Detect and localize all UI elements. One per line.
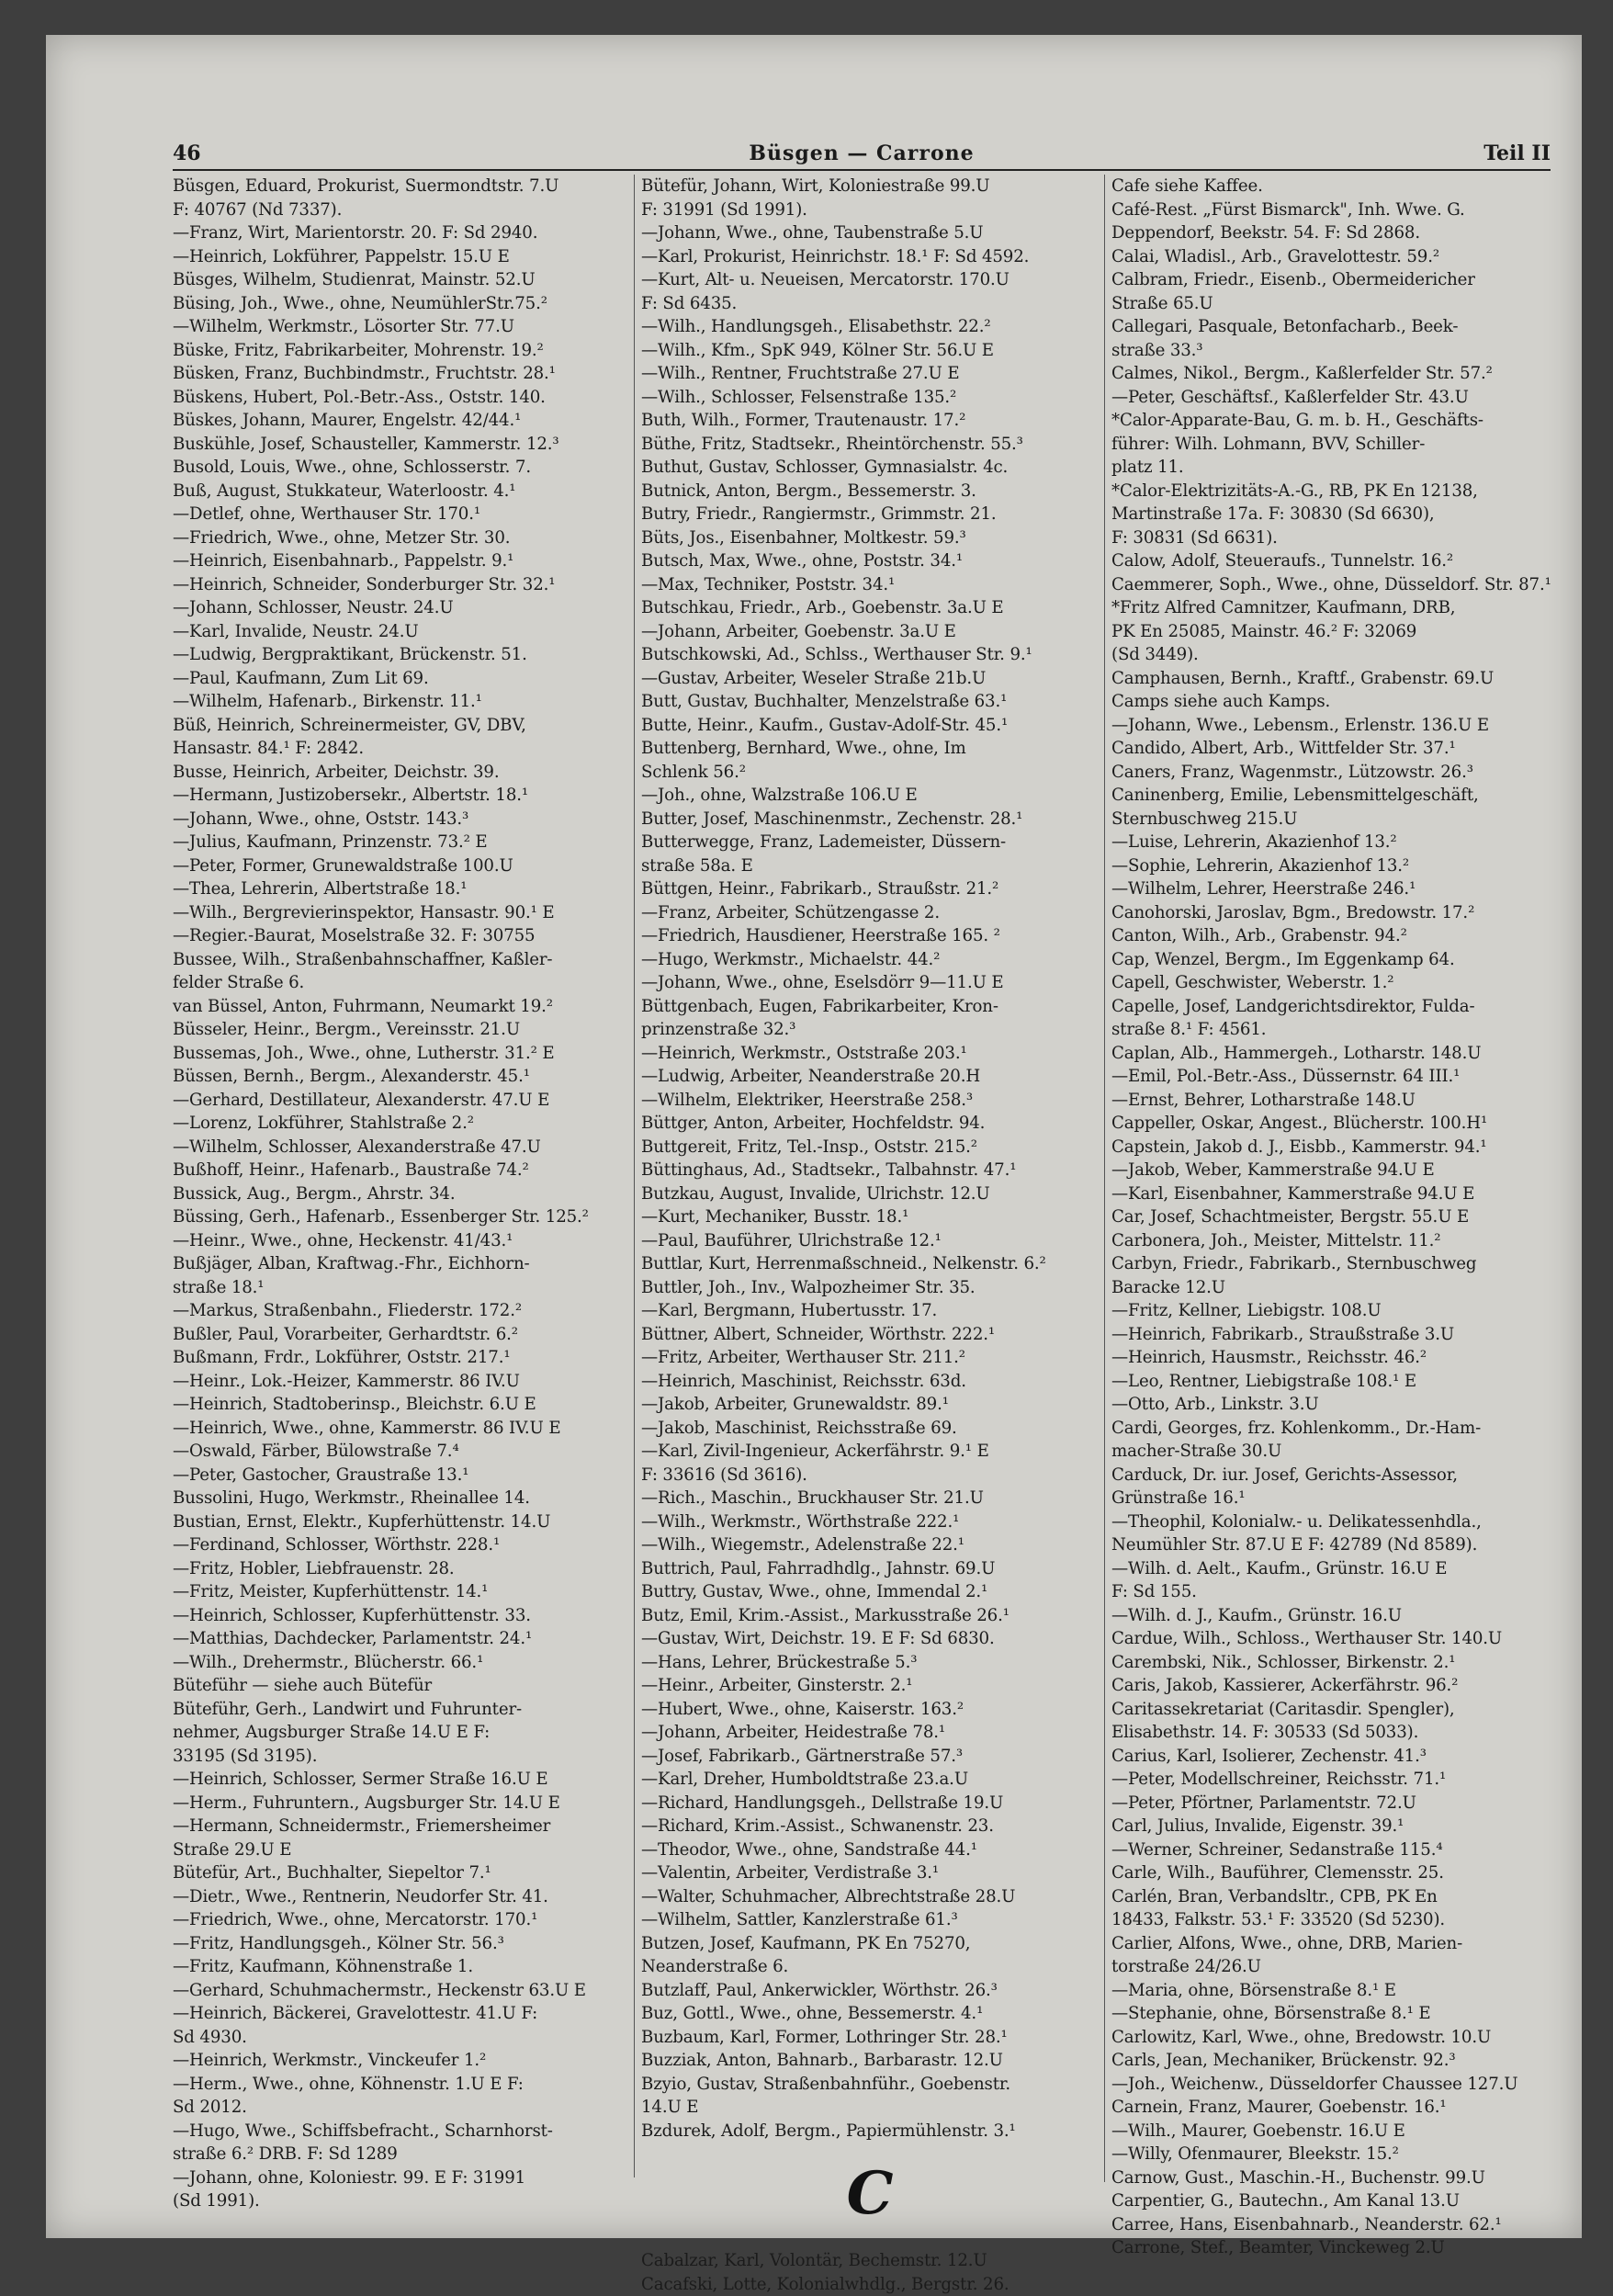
entry-line: —Gustav, Wirt, Deichstr. 19. E F: Sd 6830. [641,1627,1099,1651]
entry-line: *Calor-Elektrizitäts-A.-G., RB, PK En 12138, [1111,480,1562,503]
entry-line: —Hermann, Justizobersekr., Albertstr. 18.¹ [173,784,625,808]
entry-line: Sd 2012. [173,2096,625,2120]
entry-line: Bussemas, Joh., Wwe., ohne, Lutherstr. 31.² E [173,1042,625,1066]
entry-line: —Oswald, Färber, Bülowstraße 7.⁴ [173,1440,625,1464]
entry-line: —Heinrich, Bäckerei, Gravelottestr. 41.U F: [173,2002,625,2026]
entry-line: Cap, Wenzel, Bergm., Im Eggenkamp 64. [1111,948,1562,972]
entry-line: —Heinrich, Maschinist, Reichsstr. 63d. [641,1370,1099,1394]
entry-line: Buttgereit, Fritz, Tel.-Insp., Oststr. 215.² [641,1136,1099,1159]
entry-line: Buttry, Gustav, Wwe., ohne, Immendal 2.¹ [641,1580,1099,1604]
entry-line: —Wilh., Schlosser, Felsenstraße 135.² [641,386,1099,410]
entry-line: Cabalzar, Karl, Volontär, Bechemstr. 12.U [641,2249,1099,2273]
entry-line: —Julius, Kaufmann, Prinzenstr. 73.² E [173,831,625,854]
entry-line: Büsken, Franz, Buchbindmstr., Fruchtstr. 28.¹ [173,362,625,386]
entry-line: —Franz, Wirt, Marientorstr. 20. F: Sd 2940. [173,221,625,245]
entry-line: Bussee, Wilh., Straßenbahnschaffner, Kaßler- [173,948,625,972]
entry-line: —Johann, Wwe., ohne, Taubenstraße 5.U [641,221,1099,245]
entry-line: Calbram, Friedr., Eisenb., Obermeidericher [1111,268,1562,292]
entry-line: —Jakob, Arbeiter, Grunewaldstr. 89.¹ [641,1393,1099,1417]
part-label: Teil II [1483,141,1551,165]
entry-line: Caritassekretariat (Caritasdir. Spengler), [1111,1698,1562,1722]
entry-line: —Rich., Maschin., Bruckhauser Str. 21.U [641,1487,1099,1510]
column-divider-2 [1104,175,1105,2182]
entry-line: —Karl, Eisenbahner, Kammerstraße 94.U E [1111,1182,1562,1206]
entry-line: Carrone, Stef., Beamter, Vinckeweg 2.U [1111,2236,1562,2260]
entry-line: Carduck, Dr. iur. Josef, Gerichts-Assessor, [1111,1464,1562,1487]
entry-line: —Sophie, Lehrerin, Akazienhof 13.² [1111,854,1562,878]
entry-line: —Fritz, Kaufmann, Köhnenstraße 1. [173,1955,625,1979]
entry-line: Buth, Wilh., Former, Trautenaustr. 17.² [641,409,1099,433]
entry-line: Carnein, Franz, Maurer, Goebenstr. 16.¹ [1111,2096,1562,2120]
entry-line: Büsing, Joh., Wwe., ohne, NeumühlerStr.75.² [173,292,625,316]
entry-line: —Karl, Dreher, Humboldtstraße 23.a.U [641,1768,1099,1792]
entry-line: —Heinrich, Schlosser, Kupferhüttenstr. 33. [173,1604,625,1628]
entry-line: Calow, Adolf, Steueraufs., Tunnelstr. 16.² [1111,549,1562,573]
entry-line: Butterwegge, Franz, Lademeister, Düssern- [641,831,1099,854]
entry-line: Büssing, Gerh., Hafenarb., Essenberger Str. 125.² [173,1205,625,1229]
entry-line: —Stephanie, ohne, Börsenstraße 8.¹ E [1111,2002,1562,2026]
entry-line: —Regier.-Baurat, Moselstraße 32. F: 30755 [173,924,625,948]
entry-line: *Calor-Apparate-Bau, G. m. b. H., Geschäfts- [1111,409,1562,433]
entry-line: —Wilh., Maurer, Goebenstr. 16.U E [1111,2120,1562,2143]
entry-line: Elisabethstr. 14. F: 30533 (Sd 5033). [1111,1721,1562,1745]
entry-line: Buttrich, Paul, Fahrradhdlg., Jahnstr. 69.U [641,1557,1099,1581]
entry-line: Carree, Hans, Eisenbahnarb., Neanderstr. 62.¹ [1111,2213,1562,2237]
entry-line: —Wilhelm, Werkmstr., Lösorter Str. 77.U [173,315,625,339]
entry-line: Büttner, Albert, Schneider, Wörthstr. 222.¹ [641,1323,1099,1347]
entry-line: Büskens, Hubert, Pol.-Betr.-Ass., Oststr. 140. [173,386,625,410]
entry-line: Carnow, Gust., Maschin.-H., Buchenstr. 99.U [1111,2166,1562,2190]
entry-line: —Heinrich, Fabrikarb., Straußstraße 3.U [1111,1323,1562,1347]
entry-line: —Matthias, Dachdecker, Parlamentstr. 24.¹ [173,1627,625,1651]
entry-line: —Wilh. d. J., Kaufm., Grünstr. 16.U [1111,1604,1562,1628]
entry-line: —Johann, Arbeiter, Goebenstr. 3a.U E [641,620,1099,644]
entry-line: —Heinrich, Lokführer, Pappelstr. 15.U E [173,245,625,269]
entry-line: Carembski, Nik., Schlosser, Birkenstr. 2.¹ [1111,1651,1562,1675]
entry-line: —Hubert, Wwe., ohne, Kaiserstr. 163.² [641,1698,1099,1722]
entry-line: F: 31991 (Sd 1991). [641,198,1099,222]
entry-line: Caninenberg, Emilie, Lebensmittelgeschäft, [1111,784,1562,808]
entry-line: Caemmerer, Soph., Wwe., ohne, Düsseldorf. Str. 87.¹ [1111,573,1562,597]
entry-line: —Max, Techniker, Poststr. 34.¹ [641,573,1099,597]
entry-line: —Willy, Ofenmaurer, Bleekstr. 15.² [1111,2143,1562,2166]
entry-line: Bzyio, Gustav, Straßenbahnführ., Goebenstr. [641,2073,1099,2097]
entry-line: —Wilh., Wiegemstr., Adelenstraße 22.¹ [641,1533,1099,1557]
entry-line: —Friedrich, Wwe., ohne, Mercatorstr. 170.¹ [173,1908,625,1932]
entry-line: Carbonera, Joh., Meister, Mittelstr. 11.² [1111,1229,1562,1253]
entry-line: Büsgen, Eduard, Prokurist, Suermondtstr. 7.U [173,175,625,198]
entry-line: —Kurt, Mechaniker, Busstr. 18.¹ [641,1205,1099,1229]
entry-line: —Friedrich, Wwe., ohne, Metzer Str. 30. [173,526,625,550]
entry-line: —Ludwig, Arbeiter, Neanderstraße 20.H [641,1065,1099,1089]
entry-line: —Wilhelm, Schlosser, Alexanderstraße 47.U [173,1136,625,1159]
entry-line: —Johann, Wwe., ohne, Oststr. 143.³ [173,808,625,831]
entry-line: Butschkau, Friedr., Arb., Goebenstr. 3a.U E [641,596,1099,620]
entry-line: Büteführ, Gerh., Landwirt und Fuhrunter- [173,1698,625,1722]
entry-line: —Hugo, Wwe., Schiffsbefracht., Scharnhorst- [173,2120,625,2143]
entry-line: Neanderstraße 6. [641,1955,1099,1979]
entry-line: Cardue, Wilh., Schloss., Werthauser Str. 140.U [1111,1627,1562,1651]
entry-line: —Peter, Former, Grunewaldstraße 100.U [173,854,625,878]
entry-line: Buskühle, Josef, Schausteller, Kammerstr. 12.³ [173,433,625,457]
entry-line: Bustian, Ernst, Elektr., Kupferhüttenstr. 14.U [173,1510,625,1534]
entry-line: Bussolini, Hugo, Werkmstr., Rheinallee 14. [173,1487,625,1510]
entry-line: —Valentin, Arbeiter, Verdistraße 3.¹ [641,1861,1099,1885]
entry-line: —Wilh. d. Aelt., Kaufm., Grünstr. 16.U E [1111,1557,1562,1581]
entry-line: torstraße 24/26.U [1111,1955,1562,1979]
entry-line: —Fritz, Hobler, Liebfrauenstr. 28. [173,1557,625,1581]
entry-line: Carius, Karl, Isolierer, Zechenstr. 41.³ [1111,1745,1562,1769]
entry-line: —Hans, Lehrer, Brückestraße 5.³ [641,1651,1099,1675]
entry-line: —Herm., Wwe., ohne, Köhnenstr. 1.U E F: [173,2073,625,2097]
entry-line: —Wilh., Rentner, Fruchtstraße 27.U E [641,362,1099,386]
entry-line: —Karl, Bergmann, Hubertusstr. 17. [641,1299,1099,1323]
entry-line: Grünstraße 16.¹ [1111,1487,1562,1510]
entry-line: —Dietr., Wwe., Rentnerin, Neudorfer Str. 41. [173,1885,625,1909]
entry-line: Hansastr. 84.¹ F: 2842. [173,737,625,761]
entry-line: Butsch, Max, Wwe., ohne, Poststr. 34.¹ [641,549,1099,573]
entry-line: Büttger, Anton, Arbeiter, Hochfeldstr. 94. [641,1112,1099,1136]
entry-line: —Paul, Kaufmann, Zum Lit 69. [173,667,625,691]
entry-line: —Emil, Pol.-Betr.-Ass., Düssernstr. 64 III.¹ [1111,1065,1562,1089]
entry-line: —Jakob, Weber, Kammerstraße 94.U E [1111,1159,1562,1182]
entry-line: —Maria, ohne, Börsenstraße 8.¹ E [1111,1979,1562,2003]
entry-line: Büskes, Johann, Maurer, Engelstr. 42/44.¹ [173,409,625,433]
entry-line: Neumühler Str. 87.U E F: 42789 (Nd 8589). [1111,1533,1562,1557]
entry-line: —Hermann, Schneidermstr., Friemersheimer [173,1815,625,1838]
entry-line: —Kurt, Alt- u. Neueisen, Mercatorstr. 170.U [641,268,1099,292]
entry-line: platz 11. [1111,456,1562,480]
entry-line: —Heinrich, Eisenbahnarb., Pappelstr. 9.¹ [173,549,625,573]
entry-line: —Theophil, Kolonialw.- u. Delikatessenhdla., [1111,1510,1562,1534]
entry-line: Bußmann, Frdr., Lokführer, Oststr. 217.¹ [173,1346,625,1370]
entry-line: Butzen, Josef, Kaufmann, PK En 75270, [641,1932,1099,1956]
entry-line: Büske, Fritz, Fabrikarbeiter, Mohrenstr. 19.² [173,339,625,363]
directory-page [46,35,1582,2238]
entry-line: Buß, August, Stukkateur, Waterloostr. 4.¹ [173,480,625,503]
entry-line: Cappeller, Oskar, Angest., Blücherstr. 100.H¹ [1111,1112,1562,1136]
entry-line: Camps siehe auch Kamps. [1111,690,1562,714]
entry-line: —Peter, Gastocher, Graustraße 13.¹ [173,1464,625,1487]
entry-line: Martinstraße 17a. F: 30830 (Sd 6630), [1111,503,1562,526]
entry-line: —Heinrich, Werkmstr., Oststraße 203.¹ [641,1042,1099,1066]
entry-line: Butz, Emil, Krim.-Assist., Markusstraße 26.¹ [641,1604,1099,1628]
entry-line: Capell, Geschwister, Weberstr. 1.² [1111,971,1562,995]
entry-line: nehmer, Augsburger Straße 14.U E F: [173,1721,625,1745]
entry-line: Büsges, Wilhelm, Studienrat, Mainstr. 52.U [173,268,625,292]
entry-line: —Ernst, Behrer, Lotharstraße 148.U [1111,1089,1562,1113]
entry-line: Büttinghaus, Ad., Stadtsekr., Talbahnstr. 47.¹ [641,1159,1099,1182]
entry-line: —Wilhelm, Hafenarb., Birkenstr. 11.¹ [173,690,625,714]
entry-line: —Wilh., Bergrevierinspektor, Hansastr. 90.¹ E [173,901,625,925]
entry-line: Bußhoff, Heinr., Hafenarb., Baustraße 74.² [173,1159,625,1182]
entry-line: PK En 25085, Mainstr. 46.² F: 32069 [1111,620,1562,644]
entry-line: —Richard, Krim.-Assist., Schwanenstr. 23. [641,1815,1099,1838]
entry-line: führer: Wilh. Lohmann, BVV, Schiller- [1111,433,1562,457]
entry-line: —Johann, Arbeiter, Heidestraße 78.¹ [641,1721,1099,1745]
entry-line: Camphausen, Bernh., Kraftf., Grabenstr. 69.U [1111,667,1562,691]
header-rule [173,169,1551,171]
entry-line: Straße 29.U E [173,1838,625,1862]
entry-line: *Fritz Alfred Camnitzer, Kaufmann, DRB, [1111,596,1562,620]
entry-line: —Joh., ohne, Walzstraße 106.U E [641,784,1099,808]
entry-line: —Karl, Invalide, Neustr. 24.U [173,620,625,644]
entry-line: Caners, Franz, Wagenmstr., Lützowstr. 26.³ [1111,761,1562,785]
entry-line: van Büssel, Anton, Fuhrmann, Neumarkt 19.² [173,995,625,1019]
entry-line: —Lorenz, Lokführer, Stahlstraße 2.² [173,1112,625,1136]
entry-line: —Detlef, ohne, Werthauser Str. 170.¹ [173,503,625,526]
entry-line: Bussick, Aug., Bergm., Ahrstr. 34. [173,1182,625,1206]
entry-line: (Sd 1991). [173,2189,625,2213]
entry-line: —Wilhelm, Elektriker, Heerstraße 258.³ [641,1089,1099,1113]
column-divider-1 [634,175,635,2177]
entry-line: —Wilh., Werkmstr., Wörthstraße 222.¹ [641,1510,1099,1534]
entry-line: —Peter, Modellschreiner, Reichsstr. 71.¹ [1111,1768,1562,1792]
entry-line: —Heinrich, Schlosser, Sermer Straße 16.U E [173,1768,625,1792]
entry-line: straße 33.³ [1111,339,1562,363]
entry-line: Caplan, Alb., Hammergeh., Lotharstr. 148.U [1111,1042,1562,1066]
entry-line: F: 30831 (Sd 6631). [1111,526,1562,550]
entry-line: Candido, Albert, Arb., Wittfelder Str. 37.¹ [1111,737,1562,761]
entry-line: —Heinrich, Stadtoberinsp., Bleichstr. 6.U E [173,1393,625,1417]
entry-line: —Johann, Wwe., Lebensm., Erlenstr. 136.U E [1111,714,1562,738]
entry-line: Carlier, Alfons, Wwe., ohne, DRB, Marien- [1111,1932,1562,1956]
entry-line: —Walter, Schuhmacher, Albrechtstraße 28.U [641,1885,1099,1909]
entry-line: —Heinrich, Werkmstr., Vinckeufer 1.² [173,2049,625,2073]
entry-line: Cacafski, Lotte, Kolonialwhdlg., Bergstr. 26. [641,2273,1099,2296]
entry-line: Car, Josef, Schachtmeister, Bergstr. 55.U E [1111,1205,1562,1229]
entry-line: —Wilh., Handlungsgeh., Elisabethstr. 22.² [641,315,1099,339]
entry-line: —Karl, Prokurist, Heinrichstr. 18.¹ F: Sd 4592. [641,245,1099,269]
entry-line: —Markus, Straßenbahn., Fliederstr. 172.² [173,1299,625,1323]
entry-line: —Johann, Wwe., ohne, Eselsdörr 9—11.U E [641,971,1099,995]
entry-line: Buz, Gottl., Wwe., ohne, Bessemerstr. 4.¹ [641,2002,1099,2026]
entry-line: —Ferdinand, Schlosser, Wörthstr. 228.¹ [173,1533,625,1557]
entry-line: —Gerhard, Destillateur, Alexanderstr. 47.U E [173,1089,625,1113]
entry-line: Calmes, Nikol., Bergm., Kaßlerfelder Str. 57.² [1111,362,1562,386]
entry-line: Büssen, Bernh., Bergm., Alexanderstr. 45.¹ [173,1065,625,1089]
entry-line: —Peter, Geschäftsf., Kaßlerfelder Str. 43.U [1111,386,1562,410]
entry-line: —Jakob, Maschinist, Reichsstraße 69. [641,1417,1099,1441]
entry-line: —Peter, Pförtner, Parlamentstr. 72.U [1111,1792,1562,1815]
entry-line: Straße 65.U [1111,292,1562,316]
entry-line: Butzkau, August, Invalide, Ulrichstr. 12.U [641,1182,1099,1206]
entry-line: Carbyn, Friedr., Fabrikarb., Sternbuschweg [1111,1252,1562,1276]
entry-line: —Otto, Arb., Linkstr. 3.U [1111,1393,1562,1417]
column-2 [641,175,1099,2296]
entry-line: —Fritz, Kellner, Liebigstr. 108.U [1111,1299,1562,1323]
entry-line: —Luise, Lehrerin, Akazienhof 13.² [1111,831,1562,854]
entry-line: —Leo, Rentner, Liebigstraße 108.¹ E [1111,1370,1562,1394]
entry-line: —Heinrich, Wwe., ohne, Kammerstr. 86 IV.U E [173,1417,625,1441]
entry-line: —Wilhelm, Lehrer, Heerstraße 246.¹ [1111,877,1562,901]
entry-line: Callegari, Pasquale, Betonfacharb., Beek- [1111,315,1562,339]
entry-line: —Gustav, Arbeiter, Weseler Straße 21b.U [641,667,1099,691]
entry-line: —Herm., Fuhruntern., Augsburger Str. 14.U E [173,1792,625,1815]
entry-line: Butschkowski, Ad., Schlss., Werthauser Str. 9.¹ [641,643,1099,667]
entry-line: straße 58a. E [641,854,1099,878]
entry-line: 18433, Falkstr. 53.¹ F: 33520 (Sd 5230). [1111,1908,1562,1932]
entry-line: —Gerhard, Schuhmachermstr., Heckenstr 63.U E [173,1979,625,2003]
entry-line: Bütefür, Johann, Wirt, Koloniestraße 99.U [641,175,1099,198]
section-letter: C [641,2143,1099,2249]
entry-line: Büsseler, Heinr., Bergm., Vereinsstr. 21.U [173,1018,625,1042]
entry-line: —Fritz, Meister, Kupferhüttenstr. 14.¹ [173,1580,625,1604]
entry-line: —Thea, Lehrerin, Albertstraße 18.¹ [173,877,625,901]
entry-line: Bütefür, Art., Buchhalter, Siepeltor 7.¹ [173,1861,625,1885]
entry-line: Baracke 12.U [1111,1276,1562,1300]
entry-line: —Wilh., Kfm., SpK 949, Kölner Str. 56.U E [641,339,1099,363]
entry-line: F: Sd 6435. [641,292,1099,316]
entry-line: straße 8.¹ F: 4561. [1111,1018,1562,1042]
entry-line: Büteführ — siehe auch Bütefür [173,1674,625,1698]
entry-line: —Hugo, Werkmstr., Michaelstr. 44.² [641,948,1099,972]
entry-line: F: 33616 (Sd 3616). [641,1464,1099,1487]
entry-line: Butzlaff, Paul, Ankerwickler, Wörthstr. 26.³ [641,1979,1099,2003]
entry-line: —Joh., Weichenw., Düsseldorfer Chaussee 127.U [1111,2073,1562,2097]
entry-line: Sternbuschweg 215.U [1111,808,1562,831]
entry-line: —Ludwig, Bergpraktikant, Brückenstr. 51. [173,643,625,667]
entry-line: macher-Straße 30.U [1111,1440,1562,1464]
entry-line: Deppendorf, Beekstr. 54. F: Sd 2868. [1111,221,1562,245]
entry-line: Büthe, Fritz, Stadtsekr., Rheintörchenstr. 55.³ [641,433,1099,457]
entry-line: Buthut, Gustav, Schlosser, Gymnasialstr. 4c. [641,456,1099,480]
entry-line: —Fritz, Handlungsgeh., Kölner Str. 56.³ [173,1932,625,1956]
entry-line: —Theodor, Wwe., ohne, Sandstraße 44.¹ [641,1838,1099,1862]
entry-line: Butnick, Anton, Bergm., Bessemerstr. 3. [641,480,1099,503]
entry-line: —Paul, Bauführer, Ulrichstraße 12.¹ [641,1229,1099,1253]
entry-line: F: 40767 (Nd 7337). [173,198,625,222]
entry-line: —Friedrich, Hausdiener, Heerstraße 165. ² [641,924,1099,948]
entry-line: felder Straße 6. [173,971,625,995]
entry-line: —Richard, Handlungsgeh., Dellstraße 19.U [641,1792,1099,1815]
entry-line: Canohorski, Jaroslav, Bgm., Bredowstr. 17.² [1111,901,1562,925]
entry-line: Sd 4930. [173,2026,625,2050]
entry-line: Canton, Wilh., Arb., Grabenstr. 94.² [1111,924,1562,948]
entry-line: Schlenk 56.² [641,761,1099,785]
entry-line: 14.U E [641,2096,1099,2120]
entry-line: straße 6.² DRB. F: Sd 1289 [173,2143,625,2166]
entry-line: Capstein, Jakob d. J., Eisbb., Kammerstr. 94.¹ [1111,1136,1562,1159]
entry-line: —Johann, ohne, Koloniestr. 99. E F: 31991 [173,2166,625,2190]
entry-line: Buttler, Joh., Inv., Walpozheimer Str. 35. [641,1276,1099,1300]
entry-line: Büttgen, Heinr., Fabrikarb., Straußstr. 21.² [641,877,1099,901]
entry-line: Buttenberg, Bernhard, Wwe., ohne, Im [641,737,1099,761]
entry-line: —Wilhelm, Sattler, Kanzlerstraße 61.³ [641,1908,1099,1932]
entry-line: Cafe siehe Kaffee. [1111,175,1562,198]
entry-line: Büttgenbach, Eugen, Fabrikarbeiter, Kron- [641,995,1099,1019]
entry-line: Carle, Wilh., Bauführer, Clemensstr. 25. [1111,1861,1562,1885]
entry-line: Butry, Friedr., Rangiermstr., Grimmstr. 21. [641,503,1099,526]
entry-line: Butt, Gustav, Buchhalter, Menzelstraße 63.¹ [641,690,1099,714]
entry-line: Butter, Josef, Maschinenmstr., Zechenstr. 28.¹ [641,808,1099,831]
entry-line: Busse, Heinrich, Arbeiter, Deichstr. 39. [173,761,625,785]
entry-line: (Sd 3449). [1111,643,1562,667]
entry-line: Cardi, Georges, frz. Kohlenkomm., Dr.-Ham- [1111,1417,1562,1441]
entry-line: Carl, Julius, Invalide, Eigenstr. 39.¹ [1111,1815,1562,1838]
entry-line: Bußjäger, Alban, Kraftwag.-Fhr., Eichhorn- [173,1252,625,1276]
entry-line: —Johann, Schlosser, Neustr. 24.U [173,596,625,620]
entry-line: Calai, Wladisl., Arb., Gravelottestr. 59.² [1111,245,1562,269]
entry-line: —Karl, Zivil-Ingenieur, Ackerfährstr. 9.¹ E [641,1440,1099,1464]
page-number: 46 [173,141,201,165]
entry-line: Carlowitz, Karl, Wwe., ohne, Bredowstr. 10.U [1111,2026,1562,2050]
entry-line: Buzbaum, Karl, Former, Lothringer Str. 28.¹ [641,2026,1099,2050]
running-title: Büsgen — Carrone [173,141,1551,165]
entry-line: 33195 (Sd 3195). [173,1745,625,1769]
column-3 [1111,175,1562,2260]
entry-line: F: Sd 155. [1111,1580,1562,1604]
entry-line: —Heinr., Lok.-Heizer, Kammerstr. 86 IV.U [173,1370,625,1394]
entry-line: Buttlar, Kurt, Herrenmaßschneid., Nelkenstr. 6.² [641,1252,1099,1276]
entry-line: —Fritz, Arbeiter, Werthauser Str. 211.² [641,1346,1099,1370]
entry-line: Carls, Jean, Mechaniker, Brückenstr. 92.³ [1111,2049,1562,2073]
entry-line: —Josef, Fabrikarb., Gärtnerstraße 57.³ [641,1745,1099,1769]
entry-line: Caris, Jakob, Kassierer, Ackerfährstr. 96.² [1111,1674,1562,1698]
entry-line: Carpentier, G., Bautechn., Am Kanal 13.U [1111,2189,1562,2213]
entry-line: Büß, Heinrich, Schreinermeister, GV, DBV, [173,714,625,738]
entry-line: Bußler, Paul, Vorarbeiter, Gerhardtstr. 6.² [173,1323,625,1347]
entry-line: Butte, Heinr., Kaufm., Gustav-Adolf-Str. 45.¹ [641,714,1099,738]
entry-line: —Heinr., Arbeiter, Ginsterstr. 2.¹ [641,1674,1099,1698]
entry-line: Café-Rest. „Fürst Bismarck", Inh. Wwe. G. [1111,198,1562,222]
entry-line: Carlén, Bran, Verbandsltr., CPB, PK En [1111,1885,1562,1909]
page-header [173,138,1551,171]
entry-line: prinzenstraße 32.³ [641,1018,1099,1042]
entry-line: —Werner, Schreiner, Sedanstraße 115.⁴ [1111,1838,1562,1862]
entry-line: Buzziak, Anton, Bahnarb., Barbarastr. 12.U [641,2049,1099,2073]
entry-line: —Heinr., Wwe., ohne, Heckenstr. 41/43.¹ [173,1229,625,1253]
entry-line: Büts, Jos., Eisenbahner, Moltkestr. 59.³ [641,526,1099,550]
entry-line: —Franz, Arbeiter, Schützengasse 2. [641,901,1099,925]
entry-line: straße 18.¹ [173,1276,625,1300]
entry-line: Bzdurek, Adolf, Bergm., Papiermühlenstr. 3.¹ [641,2120,1099,2143]
entry-line: Busold, Louis, Wwe., ohne, Schlosserstr. 7. [173,456,625,480]
entry-line: —Heinrich, Hausmstr., Reichsstr. 46.² [1111,1346,1562,1370]
entry-line: —Wilh., Drehermstr., Blücherstr. 66.¹ [173,1651,625,1675]
entry-line: —Heinrich, Schneider, Sonderburger Str. 32.¹ [173,573,625,597]
entry-line: Capelle, Josef, Landgerichtsdirektor, Fulda- [1111,995,1562,1019]
column-1 [173,175,625,2213]
